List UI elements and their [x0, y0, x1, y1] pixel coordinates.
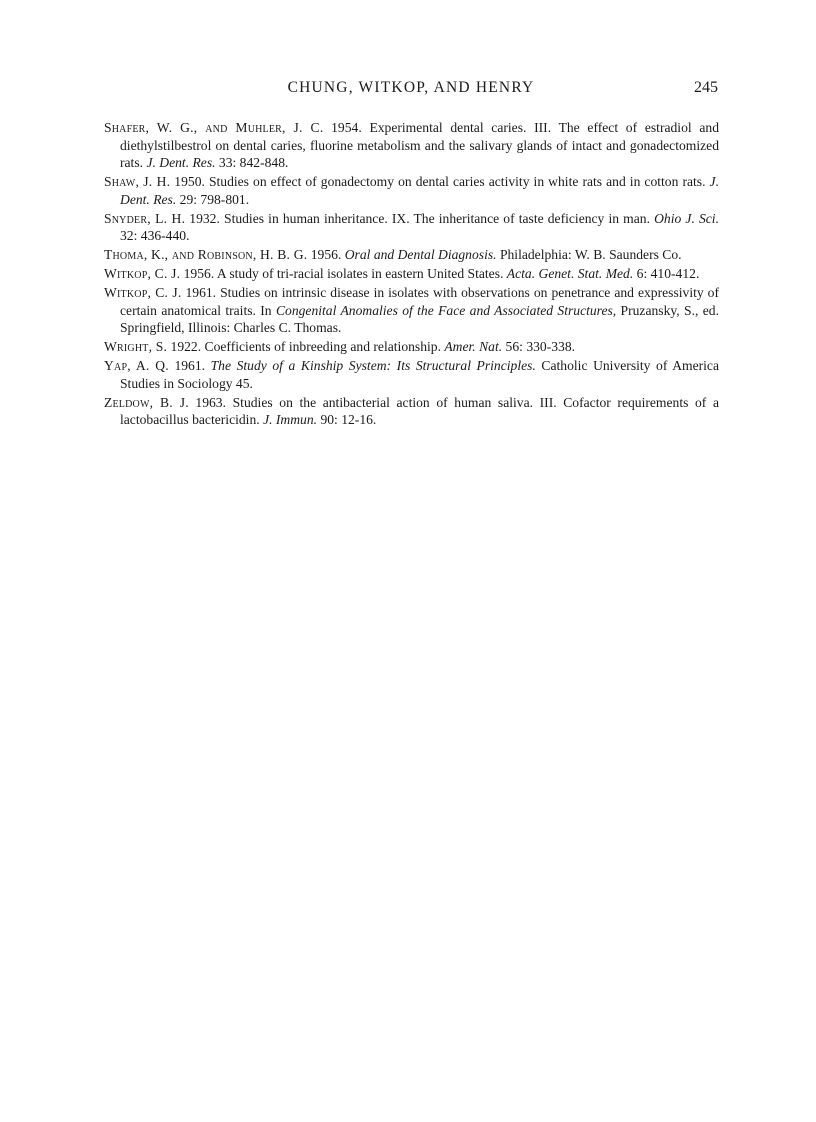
- reference-text: 1956. A study of tri-racial isolates in eastern United States.: [180, 266, 507, 281]
- reference-journal: Oral and Dental Diagnosis.: [344, 247, 497, 262]
- reference-journal: J. Dent. Res.: [146, 155, 216, 170]
- reference-author: Witkop, C. J.: [104, 285, 182, 300]
- reference-author: Wright, S.: [104, 339, 168, 354]
- reference-text: 1961.: [168, 358, 211, 373]
- reference-author: Shaw, J. H.: [104, 174, 171, 189]
- reference-entry: [104, 210, 719, 245]
- reference-journal: The Study of a Kinship System: Its Structural Principles.: [210, 358, 536, 373]
- reference-entry: [104, 357, 719, 392]
- reference-text: 1961. Studies on intrinsic disease in isolates with observations on penetrance and expressivity of certain anatomical traits. In: [120, 285, 720, 318]
- reference-journal: Acta. Genet. Stat. Med.: [506, 266, 634, 281]
- reference-author: Shafer, W. G., and Muhler, J. C.: [104, 120, 324, 135]
- reference-journal: Ohio J. Sci.: [654, 210, 719, 226]
- reference-author: Thoma, K., and Robinson, H. B. G.: [104, 247, 308, 262]
- page-header: [104, 79, 718, 101]
- reference-text: 1956.: [307, 247, 345, 262]
- reference-journal: J. Immun.: [263, 412, 318, 427]
- reference-text: 1954. Experimental dental caries. III. The effect of estradiol and diethylstilbestrol on dental caries, fluorine metabolism and the salivary glands of intact and gonadectomized rats.: [120, 120, 720, 170]
- reference-list: [104, 119, 719, 430]
- reference-tail: Catholic University of America Studies in Sociology 45.: [120, 358, 719, 391]
- reference-tail: 33: 842-848.: [215, 155, 289, 170]
- reference-text: 1950. Studies on effect of gonadectomy on dental caries activity in white rats and in cotton rats.: [170, 174, 710, 189]
- reference-author: Zeldow, B. J.: [104, 394, 189, 410]
- reference-journal: Amer. Nat.: [444, 339, 503, 354]
- reference-tail: 29: 798-801.: [176, 191, 250, 207]
- reference-text: 1932. Studies in human inheritance. IX. The inheritance of taste deficiency in man.: [185, 210, 655, 226]
- reference-entry: [104, 173, 719, 208]
- reference-tail: 56: 330-338.: [502, 339, 576, 354]
- reference-tail: Philadelphia: W. B. Saunders Co.: [496, 247, 682, 262]
- reference-entry: [104, 265, 719, 283]
- reference-text: 1963. Studies on the antibacterial action of human saliva. III. Cofactor requirements of a lactobacillus bactericidin.: [120, 394, 719, 427]
- reference-entry: [104, 246, 719, 264]
- reference-tail: 90: 12-16.: [317, 412, 377, 427]
- reference-entry: [104, 394, 719, 429]
- page-number: 245: [694, 79, 718, 96]
- reference-tail: 6: 410-412.: [633, 266, 700, 281]
- running-head: CHUNG, WITKOP, AND HENRY: [287, 79, 535, 96]
- reference-tail: 32: 436-440.: [120, 228, 190, 243]
- reference-entry: [104, 119, 719, 172]
- reference-entry: [104, 338, 719, 356]
- reference-author: Yap, A. Q.: [104, 358, 169, 373]
- reference-text: 1922. Coefficients of inbreeding and relationship.: [167, 339, 445, 354]
- reference-entry: [104, 284, 719, 337]
- reference-tail: Pruzansky, S., ed. Springfield, Illinois: Charles C. Thomas.: [120, 302, 719, 335]
- reference-author: Snyder, L. H.: [104, 210, 186, 226]
- reference-journal: J. Dent. Res.: [120, 174, 719, 207]
- reference-journal: Congenital Anomalies of the Face and Associated Structures,: [275, 302, 617, 318]
- reference-author: Witkop, C. J.: [104, 266, 181, 281]
